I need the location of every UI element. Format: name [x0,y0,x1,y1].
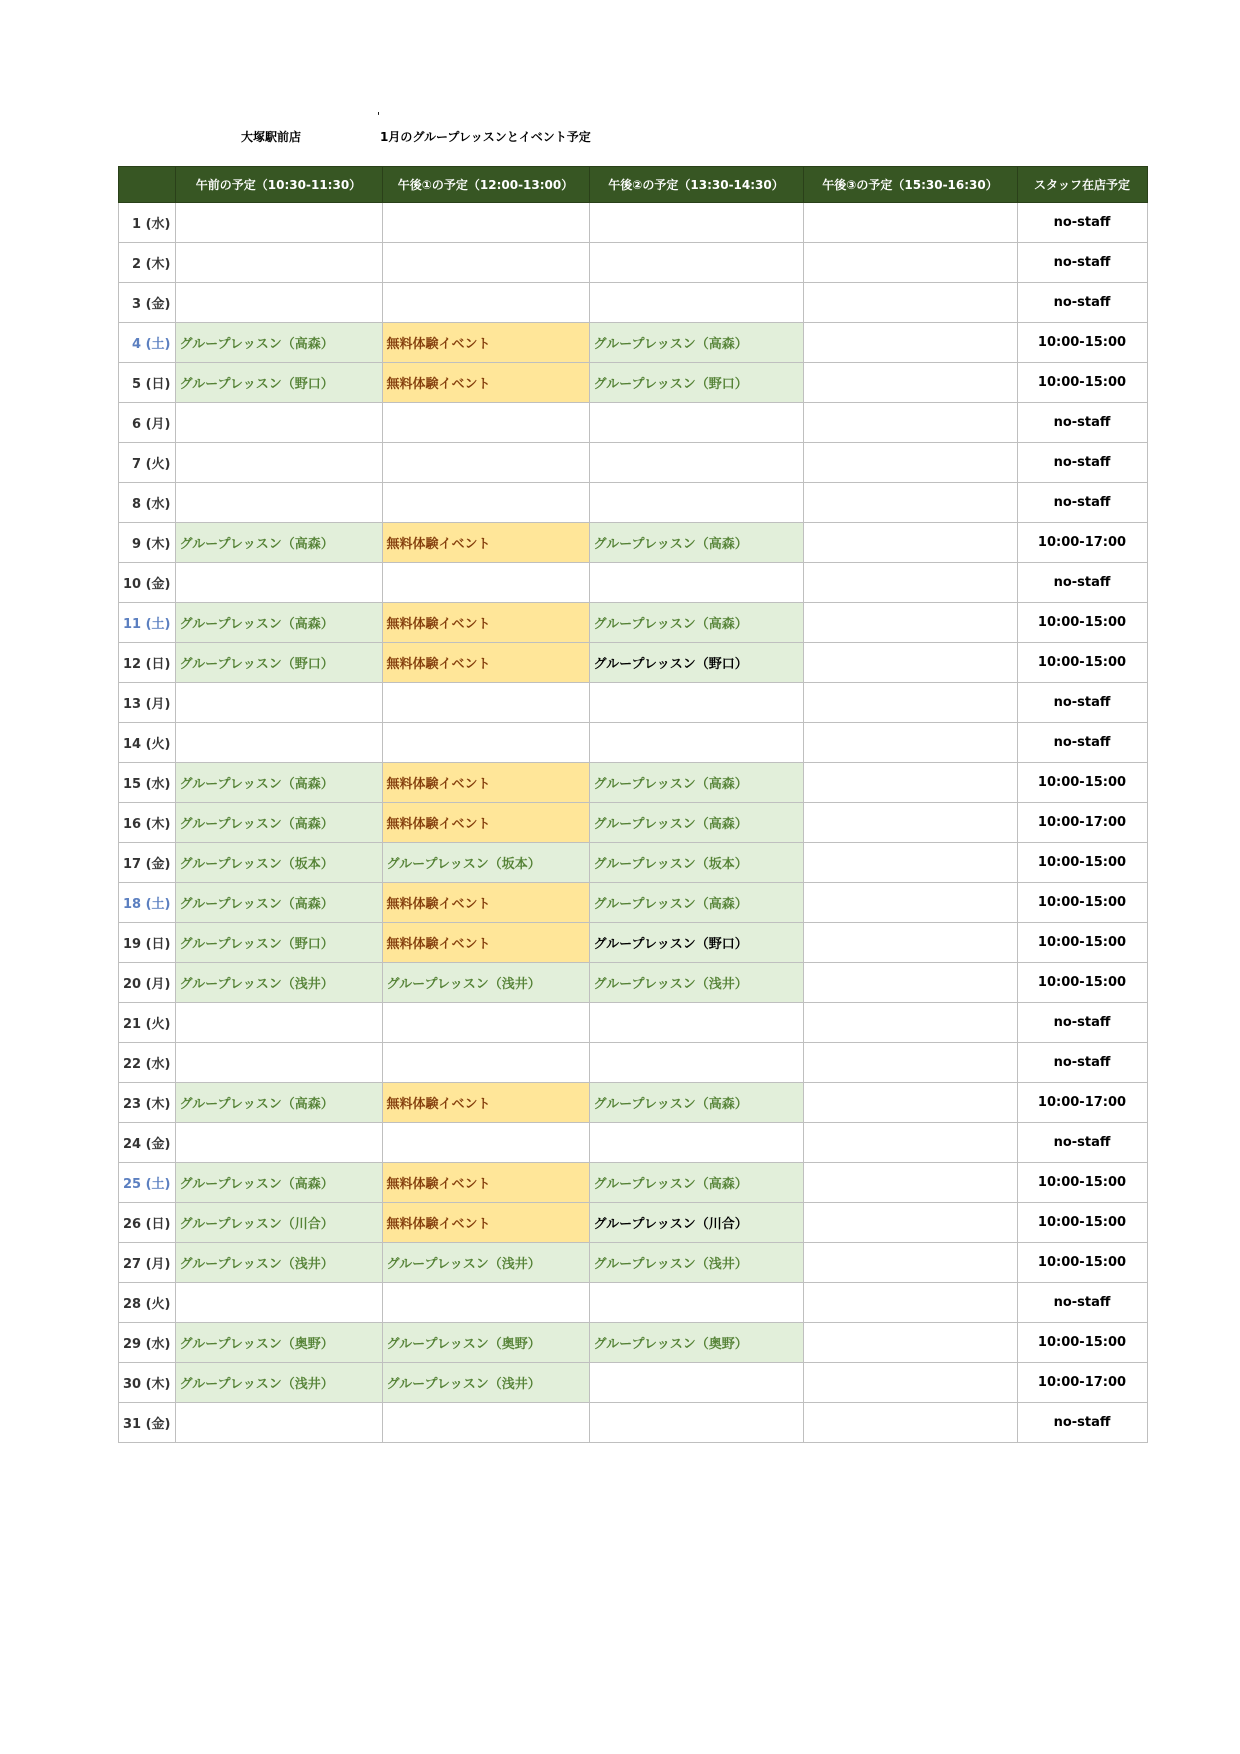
staff-hours: 10:00-15:00 [1017,323,1147,363]
day-label: 30 (木) [119,1363,176,1403]
lesson-cell: グループレッスン（野口） [589,363,803,403]
schedule-row [119,363,1148,403]
day-label: 19 (日) [119,923,176,963]
lesson-cell: グループレッスン（高森） [589,523,803,563]
empty-cell [382,1123,589,1163]
lesson-cell: グループレッスン（奥野） [175,1323,382,1363]
schedule-row [119,1323,1148,1363]
empty-cell [589,283,803,323]
schedule-row [119,483,1148,523]
lesson-cell: グループレッスン（高森） [589,883,803,923]
empty-cell [589,1363,803,1403]
lesson-cell: グループレッスン（川合） [175,1203,382,1243]
schedule-row [119,323,1148,363]
empty-cell [803,883,1017,923]
staff-hours: no-staff [1017,1043,1147,1083]
event-cell: 無料体験イベント [382,323,589,363]
day-label: 27 (月) [119,1243,176,1283]
lesson-cell: グループレッスン（高森） [175,603,382,643]
lesson-cell: グループレッスン（浅井） [175,1243,382,1283]
schedule-row [119,563,1148,603]
day-label: 20 (月) [119,963,176,1003]
lesson-cell: グループレッスン（奥野） [382,1323,589,1363]
empty-cell [175,1283,382,1323]
empty-cell [382,243,589,283]
empty-cell [803,1363,1017,1403]
empty-cell [175,1403,382,1443]
staff-hours: no-staff [1017,1003,1147,1043]
header-tick-mark: ' [377,110,381,123]
empty-cell [803,1043,1017,1083]
event-cell: 無料体験イベント [382,763,589,803]
empty-cell [382,203,589,243]
empty-cell [175,723,382,763]
day-label: 14 (火) [119,723,176,763]
header-afternoon-2: 午後②の予定（13:30-14:30） [589,167,803,203]
event-cell: 無料体験イベント [382,883,589,923]
day-label: 3 (金) [119,283,176,323]
schedule-row [119,1403,1148,1443]
day-label: 22 (水) [119,1043,176,1083]
empty-cell [175,1003,382,1043]
schedule-row [119,603,1148,643]
staff-hours: 10:00-17:00 [1017,523,1147,563]
empty-cell [589,683,803,723]
event-cell: 無料体験イベント [382,1163,589,1203]
event-cell: 無料体験イベント [382,523,589,563]
day-label: 10 (金) [119,563,176,603]
empty-cell [589,1003,803,1043]
lesson-cell: グループレッスン（高森） [589,803,803,843]
day-label: 13 (月) [119,683,176,723]
empty-cell [382,563,589,603]
schedule-row [119,963,1148,1003]
empty-cell [382,1283,589,1323]
empty-cell [803,523,1017,563]
staff-hours: 10:00-15:00 [1017,603,1147,643]
empty-cell [803,963,1017,1003]
header-afternoon-1: 午後①の予定（12:00-13:00） [382,167,589,203]
staff-hours: 10:00-15:00 [1017,363,1147,403]
lesson-cell: グループレッスン（高森） [175,803,382,843]
lesson-cell: グループレッスン（川合） [589,1203,803,1243]
day-label: 11 (土) [119,603,176,643]
staff-hours: no-staff [1017,723,1147,763]
empty-cell [382,443,589,483]
empty-cell [803,1003,1017,1043]
lesson-cell: グループレッスン（浅井） [589,1243,803,1283]
empty-cell [589,723,803,763]
header-day [119,167,176,203]
lesson-cell: グループレッスン（浅井） [175,963,382,1003]
empty-cell [803,403,1017,443]
empty-cell [382,683,589,723]
empty-cell [175,1123,382,1163]
schedule-row [119,1163,1148,1203]
schedule-header-row [119,167,1148,203]
schedule-row [119,523,1148,563]
empty-cell [803,1403,1017,1443]
lesson-cell: グループレッスン（坂本） [175,843,382,883]
empty-cell [803,243,1017,283]
lesson-cell: グループレッスン（野口） [175,923,382,963]
day-label: 24 (金) [119,1123,176,1163]
lesson-cell: グループレッスン（坂本） [382,843,589,883]
event-cell: 無料体験イベント [382,923,589,963]
schedule-table [118,166,1148,1443]
event-cell: 無料体験イベント [382,1083,589,1123]
empty-cell [589,1043,803,1083]
empty-cell [589,443,803,483]
schedule-row [119,683,1148,723]
staff-hours: no-staff [1017,483,1147,523]
lesson-cell: グループレッスン（浅井） [589,963,803,1003]
staff-hours: 10:00-15:00 [1017,1203,1147,1243]
schedule-row [119,1123,1148,1163]
schedule-row [119,283,1148,323]
schedule-row [119,643,1148,683]
lesson-cell: グループレッスン（高森） [589,1163,803,1203]
header-afternoon-3: 午後③の予定（15:30-16:30） [803,167,1017,203]
empty-cell [803,1323,1017,1363]
staff-hours: no-staff [1017,1283,1147,1323]
day-label: 17 (金) [119,843,176,883]
lesson-cell: グループレッスン（野口） [589,923,803,963]
empty-cell [803,603,1017,643]
empty-cell [175,443,382,483]
staff-hours: no-staff [1017,203,1147,243]
page-title: 1月のグループレッスンとイベント予定 [380,130,591,144]
day-label: 16 (木) [119,803,176,843]
event-cell: 無料体験イベント [382,643,589,683]
day-label: 8 (水) [119,483,176,523]
lesson-cell: グループレッスン（浅井） [382,1363,589,1403]
schedule-row [119,843,1148,883]
lesson-cell: グループレッスン（高森） [175,883,382,923]
schedule-row [119,883,1148,923]
lesson-cell: グループレッスン（浅井） [382,963,589,1003]
schedule-row [119,803,1148,843]
schedule-row [119,923,1148,963]
lesson-cell: グループレッスン（浅井） [175,1363,382,1403]
staff-hours: 10:00-15:00 [1017,963,1147,1003]
empty-cell [175,283,382,323]
schedule-row [119,1363,1148,1403]
lesson-cell: グループレッスン（高森） [175,323,382,363]
schedule-row [119,1043,1148,1083]
day-label: 15 (水) [119,763,176,803]
empty-cell [175,243,382,283]
schedule-row [119,763,1148,803]
lesson-cell: グループレッスン（高森） [589,323,803,363]
empty-cell [803,763,1017,803]
day-label: 1 (水) [119,203,176,243]
lesson-cell: グループレッスン（高森） [589,1083,803,1123]
empty-cell [382,1403,589,1443]
event-cell: 無料体験イベント [382,803,589,843]
lesson-cell: グループレッスン（野口） [589,643,803,683]
day-label: 26 (日) [119,1203,176,1243]
empty-cell [589,243,803,283]
staff-hours: no-staff [1017,683,1147,723]
lesson-cell: グループレッスン（高森） [175,1163,382,1203]
schedule-row [119,723,1148,763]
staff-hours: 10:00-15:00 [1017,1323,1147,1363]
empty-cell [589,483,803,523]
day-label: 4 (土) [119,323,176,363]
empty-cell [803,1163,1017,1203]
empty-cell [382,1003,589,1043]
empty-cell [803,1203,1017,1243]
schedule-row [119,203,1148,243]
lesson-cell: グループレッスン（高森） [175,763,382,803]
staff-hours: 10:00-15:00 [1017,1163,1147,1203]
schedule-row [119,403,1148,443]
empty-cell [175,483,382,523]
staff-hours: 10:00-15:00 [1017,643,1147,683]
day-label: 5 (日) [119,363,176,403]
event-cell: 無料体験イベント [382,1203,589,1243]
schedule-row [119,443,1148,483]
day-label: 31 (金) [119,1403,176,1443]
day-label: 2 (木) [119,243,176,283]
empty-cell [382,483,589,523]
empty-cell [589,1283,803,1323]
schedule-row [119,1003,1148,1043]
lesson-cell: グループレッスン（奥野） [589,1323,803,1363]
day-label: 9 (木) [119,523,176,563]
empty-cell [803,1243,1017,1283]
empty-cell [175,683,382,723]
lesson-cell: グループレッスン（高森） [589,603,803,643]
day-label: 23 (木) [119,1083,176,1123]
schedule-row [119,1283,1148,1323]
staff-hours: no-staff [1017,283,1147,323]
empty-cell [803,323,1017,363]
store-name: 大塚駅前店 [241,130,302,144]
empty-cell [803,363,1017,403]
header-morning: 午前の予定（10:30-11:30） [175,167,382,203]
empty-cell [803,443,1017,483]
staff-hours: no-staff [1017,563,1147,603]
empty-cell [589,563,803,603]
day-label: 29 (水) [119,1323,176,1363]
empty-cell [175,563,382,603]
staff-hours: no-staff [1017,1403,1147,1443]
staff-hours: 10:00-15:00 [1017,1243,1147,1283]
empty-cell [589,403,803,443]
lesson-cell: グループレッスン（野口） [175,363,382,403]
empty-cell [589,1123,803,1163]
schedule-row [119,243,1148,283]
empty-cell [803,643,1017,683]
staff-hours: 10:00-17:00 [1017,1083,1147,1123]
empty-cell [803,803,1017,843]
empty-cell [175,1043,382,1083]
schedule-row [119,1243,1148,1283]
empty-cell [589,203,803,243]
day-label: 28 (火) [119,1283,176,1323]
staff-hours: no-staff [1017,403,1147,443]
empty-cell [175,203,382,243]
empty-cell [803,1283,1017,1323]
day-label: 25 (土) [119,1163,176,1203]
empty-cell [803,1123,1017,1163]
day-label: 12 (日) [119,643,176,683]
empty-cell [175,403,382,443]
empty-cell [382,1043,589,1083]
staff-hours: 10:00-15:00 [1017,883,1147,923]
empty-cell [803,283,1017,323]
lesson-cell: グループレッスン（浅井） [382,1243,589,1283]
schedule-row [119,1083,1148,1123]
lesson-cell: グループレッスン（高森） [175,523,382,563]
empty-cell [803,723,1017,763]
staff-hours: no-staff [1017,243,1147,283]
header-staff: スタッフ在店予定 [1017,167,1147,203]
empty-cell [803,683,1017,723]
empty-cell [803,1083,1017,1123]
lesson-cell: グループレッスン（高森） [589,763,803,803]
schedule-body [119,203,1148,1443]
lesson-cell: グループレッスン（高森） [175,1083,382,1123]
schedule-row [119,1203,1148,1243]
empty-cell [803,203,1017,243]
empty-cell [382,723,589,763]
staff-hours: 10:00-15:00 [1017,923,1147,963]
lesson-cell: グループレッスン（野口） [175,643,382,683]
day-label: 18 (土) [119,883,176,923]
empty-cell [382,403,589,443]
empty-cell [589,1403,803,1443]
event-cell: 無料体験イベント [382,363,589,403]
event-cell: 無料体験イベント [382,603,589,643]
staff-hours: 10:00-17:00 [1017,803,1147,843]
staff-hours: 10:00-17:00 [1017,1363,1147,1403]
lesson-cell: グループレッスン（坂本） [589,843,803,883]
day-label: 21 (火) [119,1003,176,1043]
empty-cell [803,483,1017,523]
empty-cell [803,843,1017,883]
empty-cell [803,563,1017,603]
day-label: 6 (月) [119,403,176,443]
empty-cell [382,283,589,323]
day-label: 7 (火) [119,443,176,483]
staff-hours: 10:00-15:00 [1017,843,1147,883]
staff-hours: 10:00-15:00 [1017,763,1147,803]
staff-hours: no-staff [1017,1123,1147,1163]
staff-hours: no-staff [1017,443,1147,483]
empty-cell [803,923,1017,963]
